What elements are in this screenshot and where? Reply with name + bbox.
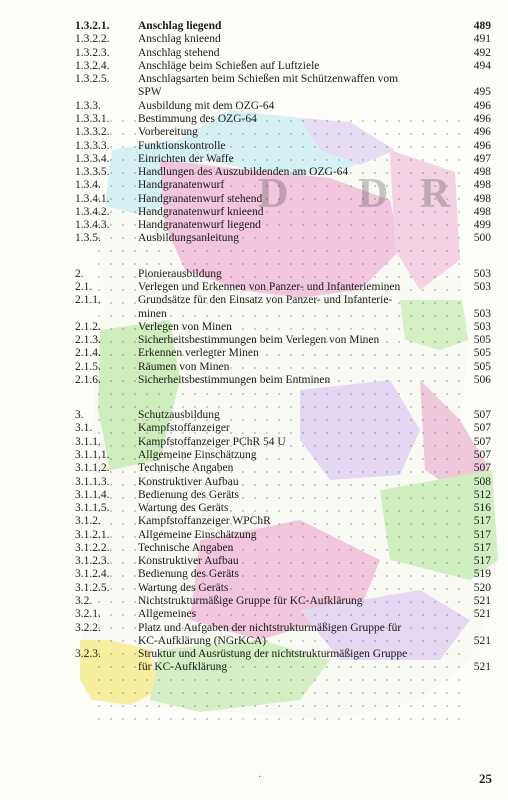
toc-entry-page: 517 [473,541,491,554]
toc-entry-number: 3.2.3. [75,648,101,661]
toc-entry-title: Räumen von Minen [138,360,230,373]
toc-entry-number: 2.1.4. [75,347,101,360]
toc-entry-title: Allgemeine Einschätzung [138,528,257,541]
toc-entry-page: 519 [473,568,491,581]
toc-entry-title: Einrichten der Waffe [138,152,234,165]
toc-entry-number: 1.3.3.2. [75,126,110,139]
toc-entry-title: Wartung des Geräts [138,581,229,594]
toc-entry-number: 3.1.1.1. [75,448,110,461]
toc-entry-number: 1.3.3.3. [75,139,110,152]
toc-entry-page: 517 [473,528,491,541]
toc-entry-title: Funktionskontrolle [138,139,226,152]
toc-entry-page: 505 [473,347,491,360]
toc-entry-page: 496 [473,112,491,125]
toc-entry-title: Kampfstoffanzeiger [138,422,230,435]
toc-entry-page: 512 [473,488,491,501]
toc-entry-number: 1.3.4.2. [75,205,110,218]
toc-entry-number: 1.3.2.3. [75,46,110,59]
toc-entry-number: 2.1.3. [75,334,101,347]
toc-entry-number: 3.1.1. [75,435,101,448]
toc-entry-title: Ausbildungsanleitung [138,232,239,245]
toc-entry-number: 3.1.1.4. [75,488,110,501]
page-number: 25 [479,771,492,786]
watermark-letter: R [420,171,451,217]
toc-entry-number: 2.1.5. [75,360,101,373]
toc-entry-page: 498 [473,192,491,205]
toc-entry-page: 489 [473,20,491,32]
toc-entry-page: 507 [473,409,491,422]
footer-mark: · [258,772,262,783]
toc-entry-number: 2.1.6. [75,373,101,386]
toc-entry-page: 503 [473,280,491,293]
toc-entry-page: 496 [473,99,491,112]
toc-entry-title: Struktur und Ausrüstung der nichtstrukturmäßigen Gruppe [138,648,408,661]
toc-entry-page: 494 [473,59,491,72]
toc-entry-number: 3. [75,409,84,422]
watermark-letter: D [358,171,389,217]
toc-entry-page: 521 [473,608,491,621]
toc-entry-title: Handgranatenwurf knieend [138,205,264,218]
toc-entry-number: 2.1.2. [75,320,101,333]
toc-entry-number: 3.1.2.3. [75,555,110,568]
toc-entry-number: 1.3.4. [75,179,101,192]
toc-entry-title: Grundsätze für den Einsatz von Panzer- und Infanterie- [138,294,393,307]
toc-entry-page: 498 [473,166,491,179]
toc-entry-page: 491 [473,33,491,46]
toc-entry-number: 3.1.2.2. [75,541,110,554]
toc-entry-number: 3.1.1.3. [75,475,110,488]
toc-entry-page: 496 [473,139,491,152]
toc-entry-number: 3.2.2. [75,621,101,634]
toc-entry-title: Handgranatenwurf [138,179,225,192]
toc-entry-page: 505 [473,334,491,347]
toc-entry-title: Vorbereitung [138,126,198,139]
toc-entry-page: 500 [473,232,491,245]
toc-entry-number: 3.1.2.5. [75,581,110,594]
toc-entry-title: Konstruktiver Aufbau [138,475,239,488]
toc-entry-number: 3.1.2.1. [75,528,110,541]
toc-entry-number: 3.2.1. [75,608,101,621]
toc-entry-title: SPW [138,86,162,99]
toc-entry-title: Technische Angaben [138,541,234,554]
toc-entry-number: 1.3.5. [75,232,101,245]
toc-entry-page: 507 [473,448,491,461]
toc-entry-number: 1.3.2.1. [75,20,110,32]
toc-entry-page: 521 [473,634,491,647]
toc-entry-title: für KC-Aufklärung [138,661,228,674]
toc-entry-page: 498 [473,205,491,218]
toc-entry-title: Anschläge beim Schießen auf Luftziele [138,59,320,72]
toc-entry-page: 521 [473,595,491,608]
watermark-letter: D [258,171,289,217]
toc-entry-title: Anschlag knieend [138,33,221,46]
toc-entry-number: 1.3.2.4. [75,59,110,72]
toc-entry-title: Wartung des Geräts [138,502,229,515]
toc-entry-title: Bestimmung des OZG-64 [138,112,257,125]
toc-entry-title: Bedienung des Geräts [138,488,239,501]
toc-entry-page: 517 [473,515,491,528]
toc-entry-title: Kampfstoffanzeiger PChR 54 U [138,435,286,448]
toc-entry-number: 1.3.2.5. [75,73,110,86]
toc-entry-page: 507 [473,462,491,475]
toc-entry-number: 3.1.2.4. [75,568,110,581]
toc-entry-title: Konstruktiver Aufbau [138,555,239,568]
toc-entry-number: 1.3.4.1. [75,192,110,205]
toc-entry-page: 503 [473,267,491,280]
toc-entry-page: 506 [473,373,491,386]
toc-entry-page: 507 [473,422,491,435]
toc-entry-title: Handlungen des Auszubildenden am OZG-64 [138,166,349,179]
toc-entry-title: Platz und Aufgaben der nichtstrukturmäßigen Gruppe für [138,621,402,634]
toc-entry-number: 3.1. [75,422,93,435]
toc-entry-number: 1.3.3.4. [75,152,110,165]
toc-entry-page: 495 [473,86,491,99]
toc-entry-title: Sicherheitsbestimmungen beim Entminen [138,373,331,386]
toc-entry-number: 1.3.3.1. [75,112,110,125]
toc-entry-number: 3.1.2. [75,515,101,528]
toc-entry-title: Nichtstrukturmäßige Gruppe für KC-Aufklärung [138,595,363,608]
toc-entry-number: 2. [75,267,84,280]
toc-entry-number: 2.1. [75,280,93,293]
toc-entry-page: 497 [473,152,491,165]
toc-entry-title: Pionierausbildung [138,267,222,280]
toc-entry-number: 1.3.3.5. [75,166,110,179]
toc-entry-page: 503 [473,307,491,320]
toc-entry-page: 496 [473,126,491,139]
toc-entry-title: Sicherheitsbestimmungen beim Verlegen von Minen [138,334,380,347]
toc-entry-title: Bedienung des Geräts [138,568,239,581]
toc-entry-title: Anschlagsarten beim Schießen mit Schützenwaffen vom [138,73,399,86]
toc-entry-title: Ausbildung mit dem OZG-64 [138,99,275,112]
toc-entry-title: minen [138,307,167,320]
toc-entry-page: 507 [473,435,491,448]
toc-entry-number: 3.1.1.2. [75,462,110,475]
toc-entry-title: Allgemeines [138,608,197,621]
toc-entry-page: 516 [473,502,491,515]
toc-entry-title: KC-Aufklärung (NGrKCA) [138,634,267,647]
toc-entry-number: 1.3.3. [75,99,101,112]
toc-entry-title: Schutzausbildung [138,409,220,422]
toc-entry-title: Handgranatenwurf stehend [138,192,263,205]
toc-entry-page: 505 [473,360,491,373]
toc-entry-title: Erkennen verlegter Minen [138,347,259,360]
toc-entry-page: 503 [473,320,491,333]
toc-entry-number: 1.3.4.3. [75,219,110,232]
toc-entry-title: Allgemeine Einschätzung [138,448,257,461]
toc-entry-title: Anschlag stehend [138,46,220,59]
toc-entry-number: 3.1.1.5. [75,502,110,515]
toc-entry-title: Technische Angaben [138,462,234,475]
toc-entry-number: 1.3.2.2. [75,33,110,46]
toc-entry-title: Verlegen und Erkennen von Panzer- und Infanterieminen [138,280,401,293]
toc-entry-title: Anschlag liegend [138,20,222,32]
toc-entry-page: 498 [473,179,491,192]
toc-entry-page: 517 [473,555,491,568]
toc-entry-title: Kampfstoffanzeiger WPChR [138,515,271,528]
toc-entry-page: 521 [473,661,491,674]
toc-entry-number: 3.2. [75,595,93,608]
toc-entry-title: Verlegen von Minen [138,320,232,333]
toc-entry-page: 499 [473,219,491,232]
toc-entry-page: 520 [473,581,491,594]
toc-entry-title: Handgranatenwurf liegend [138,219,261,232]
toc-entry-page: 508 [473,475,491,488]
toc-entry-page: 492 [473,46,491,59]
toc-entry-number: 2.1.1. [75,294,101,307]
